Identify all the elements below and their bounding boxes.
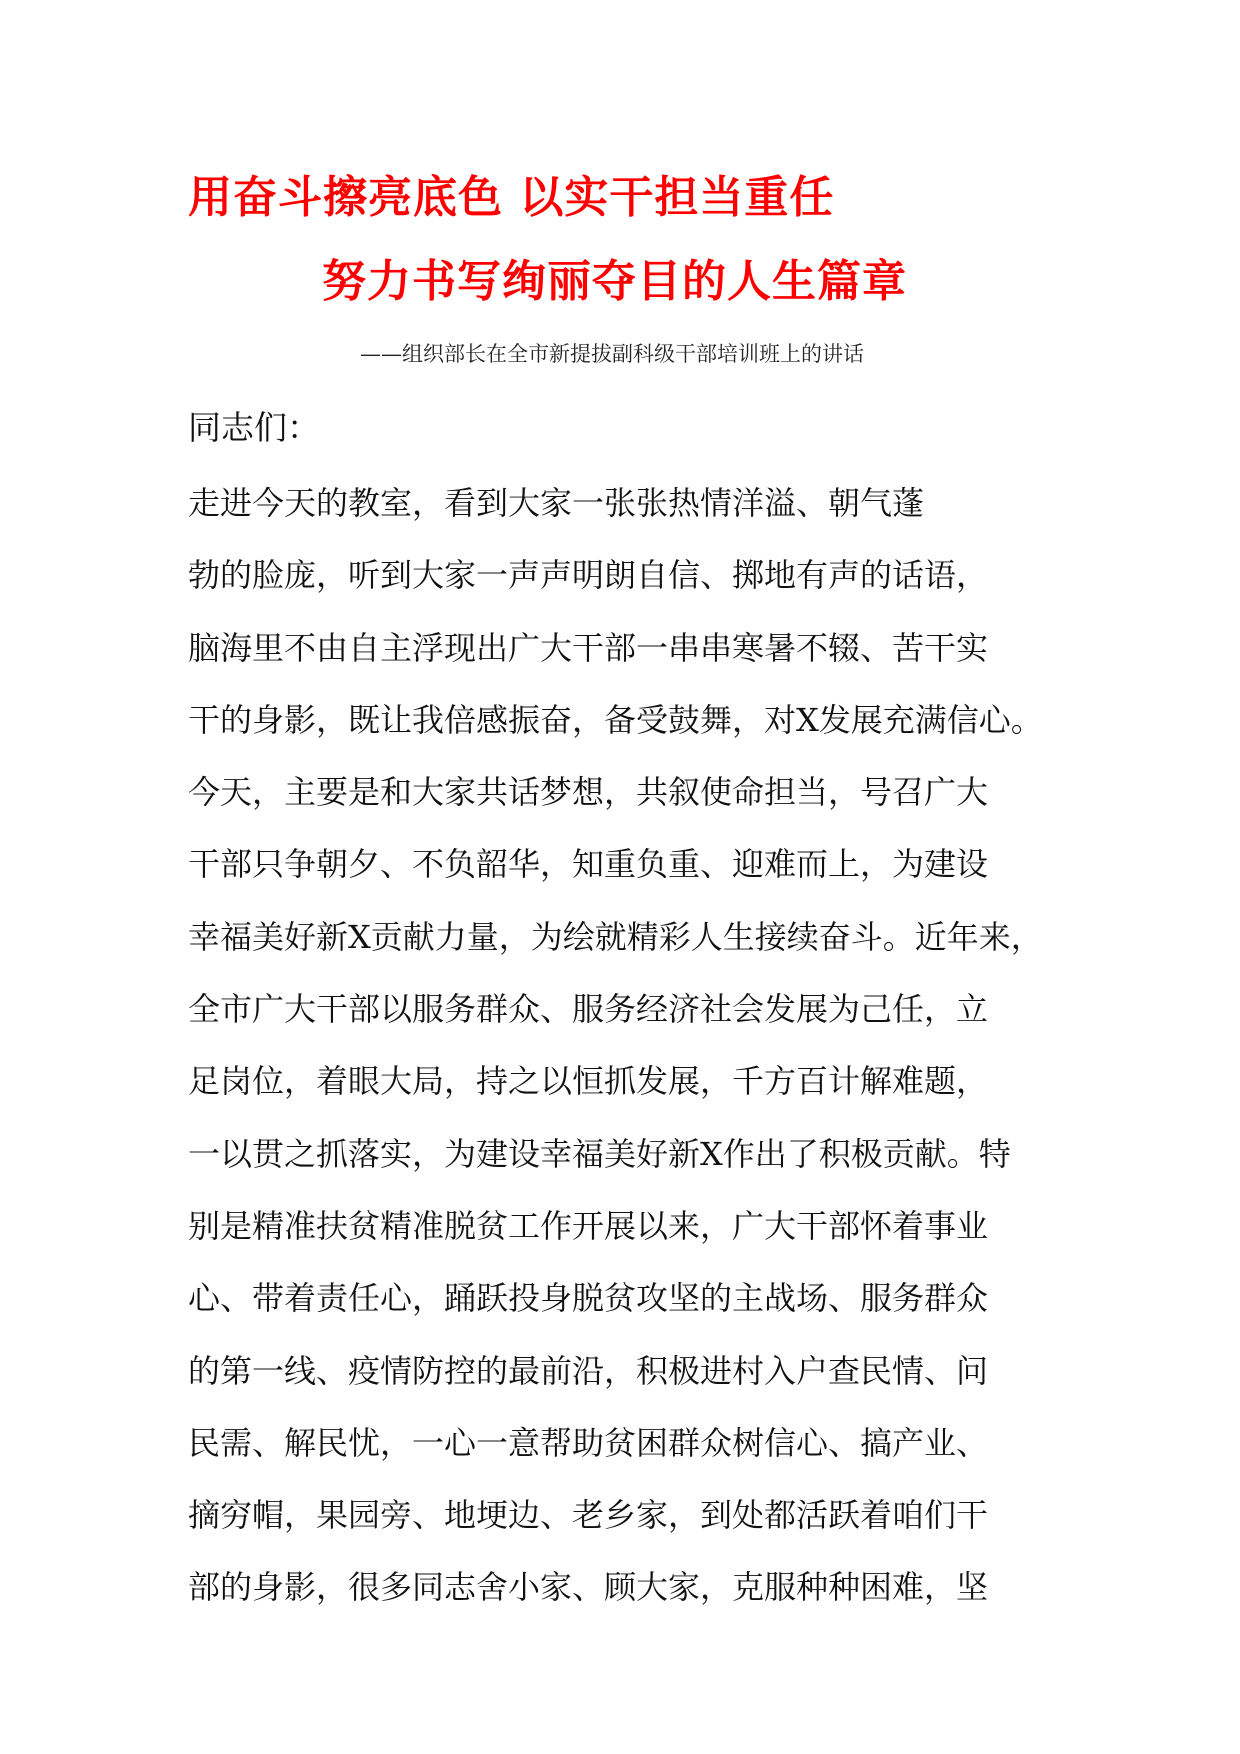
- body-line: 幸福美好新X贡献力量，为绘就精彩人生接续奋斗。近年来，: [188, 917, 1043, 956]
- body-line: 勃的脸庞，听到大家一声声明朗自信、掷地有声的话语，: [188, 556, 989, 595]
- body-line: 心、带着责任心，踊跃投身脱贫攻坚的主战场、服务群众: [188, 1279, 989, 1318]
- body-line: 干的身影，既让我倍感振奋，备受鼓舞，对X发展充满信心。: [188, 700, 1043, 739]
- body-line: 的第一线、疫情防控的最前沿，积极进村入户查民情、问: [188, 1351, 989, 1390]
- title-line-1: 用奋斗擦亮底色 以实干担当重任: [188, 172, 835, 223]
- body-line: 摘穷帽，果园旁、地埂边、老乡家，到处都活跃着咱们干: [188, 1496, 989, 1535]
- body-line: 一以贯之抓落实，为建设幸福美好新X作出了积极贡献。特: [188, 1134, 1011, 1173]
- body-paragraph: [188, 480, 1088, 1637]
- body-line: 脑海里不由自主浮现出广大干部一串串寒暑不辍、苦干实: [188, 628, 989, 667]
- subtitle: ——组织部长在全市新提拔副科级干部培训班上的讲话: [360, 342, 864, 366]
- body-line: 足岗位，着眼大局，持之以恒抓发展，千方百计解难题，: [188, 1062, 989, 1101]
- body-line: 别是精准扶贫精准脱贫工作开展以来，广大干部怀着事业: [188, 1206, 989, 1245]
- title-line-2: 努力书写绚丽夺目的人生篇章: [322, 256, 907, 307]
- body-line: 走进今天的教室，看到大家一张张热情洋溢、朝气蓬: [188, 484, 925, 522]
- body-line: 部的身影，很多同志舍小家、顾大家，克服种种困难，坚: [188, 1568, 989, 1607]
- body-line: 民需、解民忧，一心一意帮助贫困群众树信心、搞产业、: [188, 1423, 989, 1462]
- body-line: 今天，主要是和大家共话梦想，共叙使命担当，号召广大: [188, 773, 989, 812]
- body-line: 全市广大干部以服务群众、服务经济社会发展为己任，立: [188, 990, 989, 1029]
- greeting: 同志们：: [188, 408, 320, 447]
- body-line: 干部只争朝夕、不负韶华，知重负重、迎难而上，为建设: [188, 845, 989, 884]
